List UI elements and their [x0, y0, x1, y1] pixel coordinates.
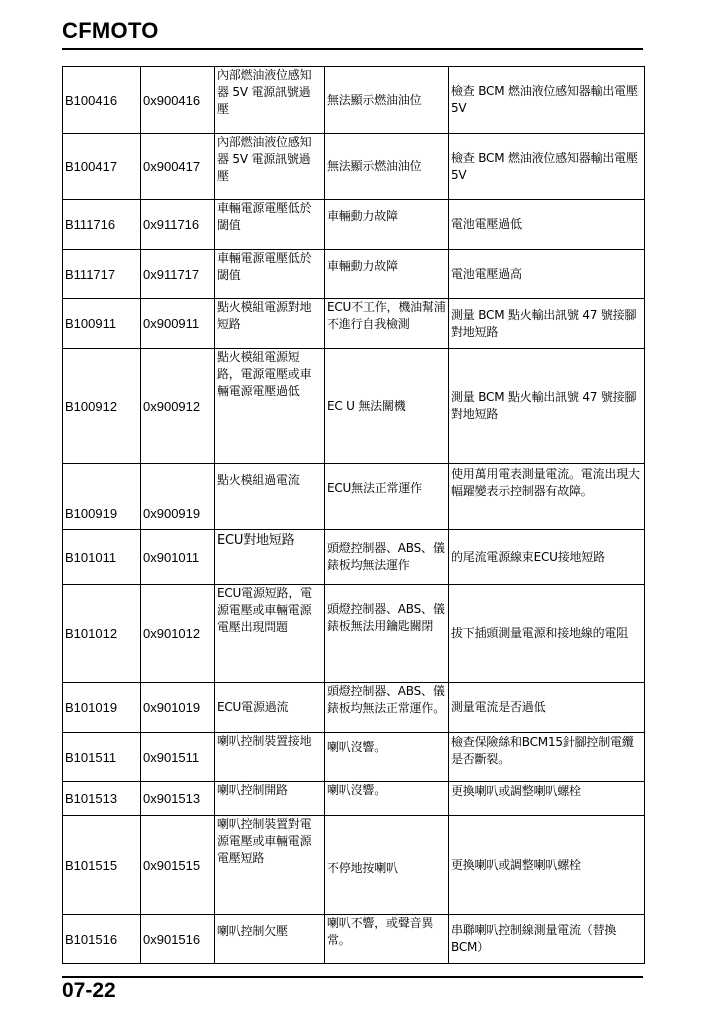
- symptom: 車輛動力故障: [325, 250, 449, 299]
- fault-description: 車輛電源電壓低於閾值: [215, 200, 325, 250]
- check-action: 檢查 BCM 燃油液位感知器輸出電壓 5V: [449, 134, 645, 200]
- check-action: 測量電流是否過低: [449, 683, 645, 733]
- symptom: 頭燈控制器、ABS、儀錶板均無法運作: [325, 530, 449, 585]
- table-row: [63, 683, 645, 733]
- fault-description: ECU電源過流: [215, 683, 325, 733]
- fault-description: ECU對地短路: [215, 530, 325, 585]
- fault-description: 內部燃油液位感知器 5V 電源訊號過壓: [215, 67, 325, 134]
- dtc-code: B101516: [63, 915, 141, 964]
- fault-description: 喇叭控制開路: [215, 782, 325, 816]
- check-action: 的尾流電源線束ECU接地短路: [449, 530, 645, 585]
- dtc-code: B101011: [63, 530, 141, 585]
- table-row: [63, 299, 645, 349]
- table-row: [63, 530, 645, 585]
- symptom: 頭燈控制器、ABS、儀錶板無法用鑰匙關閉: [325, 585, 449, 683]
- fault-description: 點火模組電源對地短路: [215, 299, 325, 349]
- check-action: 更換喇叭或調整喇叭螺栓: [449, 782, 645, 816]
- fault-description: ECU電源短路，電源電壓或車輛電源電壓出現問題: [215, 585, 325, 683]
- dtc-code: B101513: [63, 782, 141, 816]
- dtc-code: B101019: [63, 683, 141, 733]
- hex-code: 0x901019: [141, 683, 215, 733]
- brand-logo: CFMOTO: [62, 18, 159, 43]
- symptom: 喇叭沒響。: [325, 782, 449, 816]
- check-action: 更換喇叭或調整喇叭螺栓: [449, 816, 645, 915]
- hex-code: 0x901511: [141, 733, 215, 782]
- dtc-code: B100911: [63, 299, 141, 349]
- symptom: 頭燈控制器、ABS、儀錶板均無法正常運作。: [325, 683, 449, 733]
- footer-rule: [62, 976, 643, 978]
- check-action: 使用萬用電表測量電流。電流出現大幅躍變表示控制器有故障。: [449, 464, 645, 530]
- hex-code: 0x901012: [141, 585, 215, 683]
- table-row: [63, 782, 645, 816]
- table-row: [63, 67, 645, 134]
- check-action: 檢查 BCM 燃油液位感知器輸出電壓 5V: [449, 67, 645, 134]
- hex-code: 0x900912: [141, 349, 215, 464]
- table-row: [63, 200, 645, 250]
- check-action: 電池電壓過低: [449, 200, 645, 250]
- hex-code: 0x901516: [141, 915, 215, 964]
- hex-code: 0x900911: [141, 299, 215, 349]
- dtc-code: B100912: [63, 349, 141, 464]
- dtc-code: B101511: [63, 733, 141, 782]
- hex-code: 0x901011: [141, 530, 215, 585]
- symptom: 無法顯示燃油油位: [325, 67, 449, 134]
- dtc-code: B101515: [63, 816, 141, 915]
- table-row: [63, 816, 645, 915]
- table-row: [63, 250, 645, 299]
- dtc-code: B100417: [63, 134, 141, 200]
- dtc-code: B100416: [63, 67, 141, 134]
- fault-description: 車輛電源電壓低於閾值: [215, 250, 325, 299]
- symptom: 喇叭不響，或聲音異常。: [325, 915, 449, 964]
- symptom: ECU無法正常運作: [325, 464, 449, 530]
- fault-description: 點火模組過電流: [215, 464, 325, 530]
- table-row: [63, 464, 645, 530]
- fault-description: 點火模組電源短路，電源電壓或車輛電源電壓過低: [215, 349, 325, 464]
- check-action: 檢查保險絲和BCM15針腳控制電纜是否斷裂。: [449, 733, 645, 782]
- fault-description: 喇叭控制裝置接地: [215, 733, 325, 782]
- fault-description: 內部燃油液位感知器 5V 電源訊號過壓: [215, 134, 325, 200]
- dtc-code: B100919: [63, 464, 141, 530]
- symptom: 無法顯示燃油油位: [325, 134, 449, 200]
- table-row: [63, 134, 645, 200]
- symptom: 不停地按喇叭: [325, 816, 449, 915]
- dtc-code: B111717: [63, 250, 141, 299]
- check-action: 拔下插頭測量電源和接地線的電阻: [449, 585, 645, 683]
- symptom: 喇叭沒響。: [325, 733, 449, 782]
- check-action: 電池電壓過高: [449, 250, 645, 299]
- hex-code: 0x901513: [141, 782, 215, 816]
- hex-code: 0x901515: [141, 816, 215, 915]
- hex-code: 0x900416: [141, 67, 215, 134]
- header-rule: [62, 48, 643, 50]
- page-number: 07-22: [62, 979, 116, 1002]
- hex-code: 0x900417: [141, 134, 215, 200]
- fault-description: 喇叭控制欠壓: [215, 915, 325, 964]
- dtc-table: [62, 66, 645, 964]
- hex-code: 0x911717: [141, 250, 215, 299]
- dtc-code: B101012: [63, 585, 141, 683]
- check-action: 測量 BCM 點火輸出訊號 47 號接腳對地短路: [449, 299, 645, 349]
- symptom: 車輛動力故障: [325, 200, 449, 250]
- check-action: 測量 BCM 點火輸出訊號 47 號接腳對地短路: [449, 349, 645, 464]
- hex-code: 0x911716: [141, 200, 215, 250]
- symptom: ECU不工作，機油幫浦不進行自我檢測: [325, 299, 449, 349]
- table-row: [63, 733, 645, 782]
- hex-code: 0x900919: [141, 464, 215, 530]
- fault-description: 喇叭控制裝置對電源電壓或車輛電源電壓短路: [215, 816, 325, 915]
- table-row: [63, 349, 645, 464]
- check-action: 串聯喇叭控制線測量電流（替換 BCM）: [449, 915, 645, 964]
- symptom: EC U 無法關機: [325, 349, 449, 464]
- dtc-code: B111716: [63, 200, 141, 250]
- table-row: [63, 585, 645, 683]
- table-row: [63, 915, 645, 964]
